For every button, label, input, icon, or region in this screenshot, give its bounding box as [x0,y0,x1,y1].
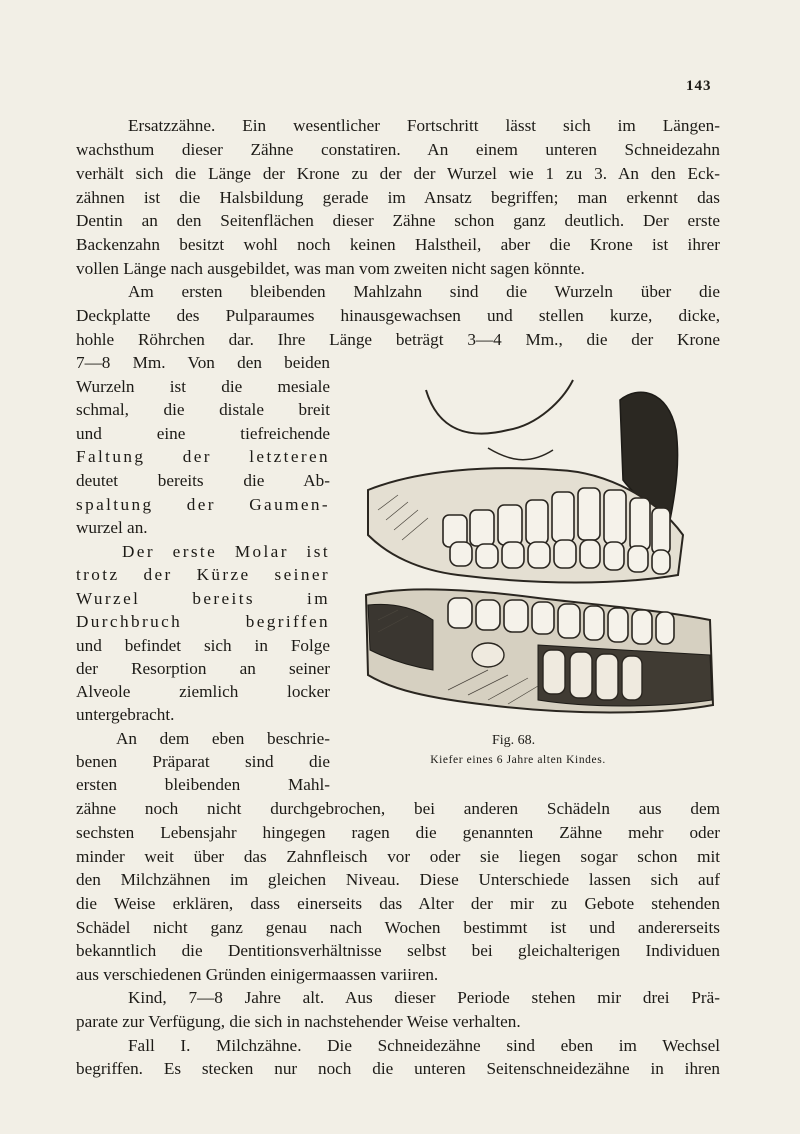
figure-caption: Kiefer eines 6 Jahre alten Kindes. [430,754,606,766]
text-line: parate zur Verfügung, die sich in nachstehender Weise verhalten. [76,1012,521,1031]
text-line: trotz der Kürze seiner [76,565,330,584]
text-line: Der erste Molar ist [122,542,330,561]
text-line: Dentin an den Seitenflächen dieser Zähne schon ganz deutlich. Der erste [76,211,720,230]
text-line: Ersatzzähne. Ein wesentlicher Fortschritt lässt sich im Längen- [128,116,720,135]
text-line: der Resorption an seiner [76,659,330,678]
text-line: Backenzahn besitzt wohl noch keinen Halstheil, aber die Krone ist ihrer [76,235,720,254]
jaw-illustration [338,370,722,730]
page-number: 143 [686,78,712,94]
text-line: sechsten Lebensjahr hingegen ragen die genannten Zähne mehr oder [76,823,720,842]
text-line: Wurzel bereits im [76,589,330,608]
text-line: Deckplatte des Pulparaumes hinausgewachsen und stellen kurze, dicke, [76,306,720,325]
text-line: bekanntlich die Dentitionsverhältnisse selbst bei gleichalterigen Individuen [76,941,720,960]
text-line: minder weit über das Zahnfleisch vor oder sie liegen sogar schon mit [76,847,720,866]
text-line: Am ersten bleibenden Mahlzahn sind die Wurzeln über die [128,282,720,301]
text-line: hohle Röhrchen dar. Ihre Länge beträgt 3—4 Mm., die der Krone [76,330,720,349]
text-line: wurzel an. [76,518,148,537]
text-line: 7—8 Mm. Von den beiden [76,353,330,372]
text-line: Durchbruch begriffen [76,612,330,631]
text-line: vollen Länge nach ausgebildet, was man vom zweiten nicht sagen könnte. [76,259,585,278]
text-line: und eine tiefreichende [76,424,330,443]
text-line: und befindet sich in Folge [76,636,330,655]
text-line: Fall I. Milchzähne. Die Schneidezähne sind eben im Wechsel [128,1036,720,1055]
text-line: Alveole ziemlich locker [76,682,330,701]
text-line: Wurzeln ist die mesiale [76,377,330,396]
text-line: An dem eben beschrie- [116,729,330,748]
text-line: Kind, 7—8 Jahre alt. Aus dieser Periode stehen mir drei Prä- [128,988,720,1007]
text-line: ersten bleibenden Mahl- [76,775,330,794]
text-line: spaltung der Gaumen- [76,495,330,514]
text-line: wachsthum dieser Zähne constatiren. An einem unteren Schneidezahn [76,140,720,159]
text-line: die Weise erklären, dass einerseits das Alter der mir zu Gebote stehenden [76,894,720,913]
text-line: zähnen ist die Halsbildung gerade im Ansatz begriffen; man erkennt das [76,188,720,207]
text-line: verhält sich die Länge der Krone zu der der Wurzel wie 1 zu 3. An den Eck- [76,164,720,183]
text-line: untergebracht. [76,705,175,724]
text-line: schmal, die distale breit [76,400,330,419]
text-line: deutet bereits die Ab- [76,471,330,490]
figure-number: Fig. 68. [492,733,536,748]
text-line: aus verschiedenen Gründen einigermaassen variiren. [76,965,439,984]
text-line: Schädel nicht ganz genau nach Wochen bestimmt ist und andererseits [76,918,720,937]
text-line: zähne noch nicht durchgebrochen, bei anderen Schädeln aus dem [76,799,720,818]
text-line: den Milchzähnen im gleichen Niveau. Diese Unterschiede lassen sich auf [76,870,720,889]
text-line: benen Präparat sind die [76,752,330,771]
text-line: Faltung der letzteren [76,447,330,466]
text-line: begriffen. Es stecken nur noch die unteren Seitenschneidezähne in ihren [76,1059,720,1078]
